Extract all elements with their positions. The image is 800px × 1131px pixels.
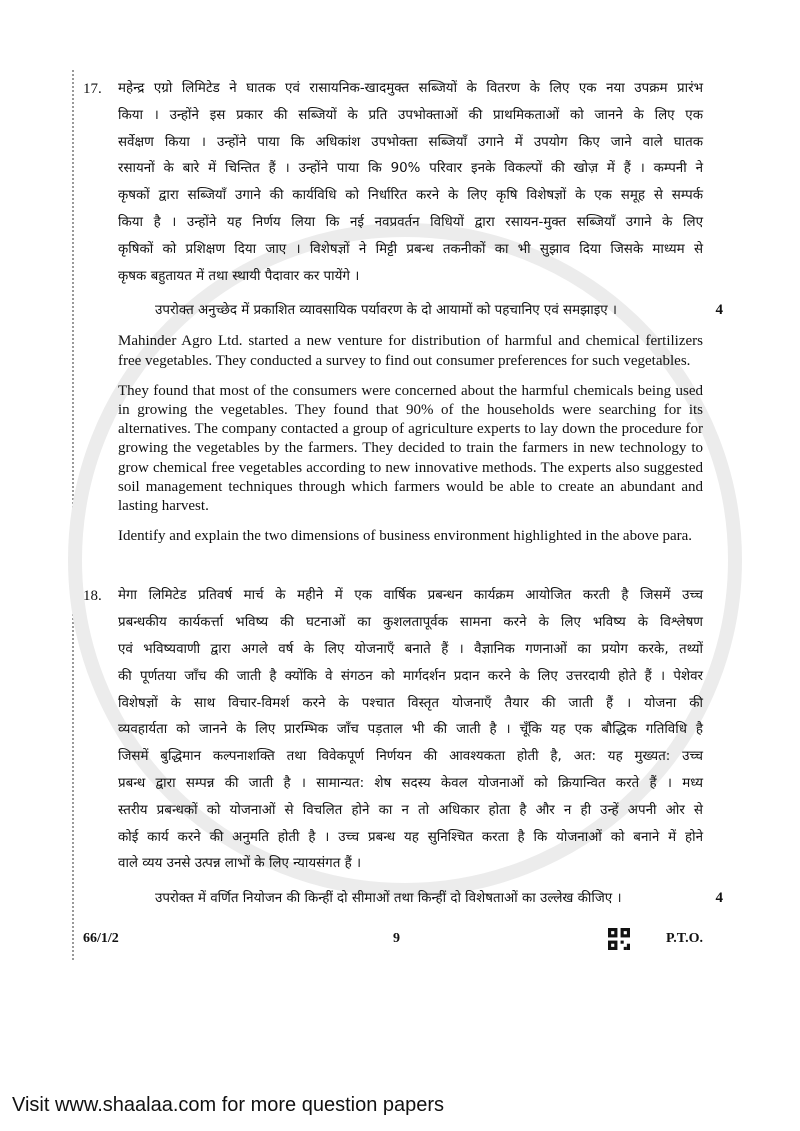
text-line: वाले व्यय उनसे उत्पन्न लाभों के लिए न्यायसंगत हैं ।: [118, 856, 362, 872]
text-line: महेन्द्र एग्रो लिमिटेड ने घातक एवं रासायनिक-खादमुक्त सब्जियों के वितरण के लिए एक नया उपक्रम प्रारंभ: [118, 81, 703, 96]
text-line: सर्वेक्षण किया । उन्होंने पाया कि अधिकांश उपभोक्ता सब्जियाँ उगाने में उपयोग किए जाने वाले घातक: [118, 134, 703, 150]
q17-marks: 4: [715, 302, 723, 319]
paper-code: 66/1/2: [83, 931, 119, 947]
q18-hindi-instruction: उपरोक्त में वर्णित नियोजन की किन्हीं दो सीमाओं तथा किन्हीं दो विशेषताओं का उल्लेख कीजिए ।: [155, 891, 622, 907]
text-line: जिसमें बुद्धिमान कल्पनाशक्ति तथा विवेकपूर्ण निर्णयन की आवश्यकता होती है, अत: यह मुख्यत: उच्च: [118, 749, 703, 765]
question-body: [118, 76, 723, 557]
question-18: [83, 583, 723, 920]
q18-instruction-row: [155, 888, 723, 910]
text-line: विशेषज्ञों के साथ विचार-विमर्श करने के पश्चात विस्तृत योजनाएँ तैयार की जाती हैं । योजना की: [118, 695, 703, 711]
text-line: किया । उन्होंने इस प्रकार की सब्जियों के प्रति उपभोक्ताओं की प्राथमिकताओं को जानने के लिए एक: [118, 107, 703, 123]
question-body: [118, 583, 723, 920]
text-line: कृषक बहुतायत में तथा स्थायी पैदावार कर पायेंगे ।: [118, 268, 360, 284]
text-line: कृषिकों को प्रशिक्षण दिया जाए । विशेषज्ञों ने मिट्टी प्रबन्ध तकनीकों का भी सुझाव दिया जिसके माध्यम से: [118, 241, 703, 257]
page-footer: [83, 928, 703, 950]
text-line: प्रबन्ध द्वारा सम्पन्न की जाती है । सामान्यत: शेष सदस्य केवल योजनाओं को क्रियान्वित करते हैं । मध्य: [118, 775, 703, 791]
q18-hindi-text: [118, 583, 703, 878]
text-line: कोई कार्य करने की अनुमति होती है । उच्च प्रबन्ध यह सुनिश्चित करता है कि योजनाओं को बनाने में होने: [118, 829, 703, 845]
q17-english-text: [118, 332, 703, 546]
text-line: स्तरीय प्रबन्धकों को योजनाओं से विचलित होने का न तो अधिकार होता है और न ही उन्हें अपनी ओर से: [118, 802, 703, 818]
q18-marks: 4: [715, 890, 723, 907]
q17-instruction-row: [155, 300, 723, 322]
paragraph: Mahinder Agro Ltd. started a new venture for distribution of harmful and chemical fertilizers free vegetables. They conducted a survey to find out consumer preferences for such vegetables.: [118, 333, 703, 369]
q17-hindi-instruction: उपरोक्त अनुच्छेद में प्रकाशित व्यावसायिक पर्यावरण के दो आयामों को पहचानिए एवं समझाइए ।: [155, 303, 618, 319]
text-line: किया है । उन्होंने यह निर्णय लिया कि नई नवप्रवर्तन विधियों द्वारा रसायन-मुक्त सब्जियाँ उगाने के लिए: [118, 214, 703, 230]
text-line: मेगा लिमिटेड प्रतिवर्ष मार्च के महीने में एक वार्षिक प्रबन्धन कार्यक्रम आयोजित करती है जिसमें उच्च: [118, 588, 703, 604]
text-line: की पूर्णतया जाँच की जाती है क्योंकि वे संगठन को मार्गदर्शन प्रदान करने के लिए उत्तरदायी होते हैं । पेशेवर: [118, 668, 703, 684]
text-line: प्रबन्धकीय कार्यकर्त्ता भविष्य की घटनाओं का कुशलतापूर्वक सामना करने के लिए भविष्य के विश्लेषण: [118, 615, 703, 631]
qr-code-icon: [608, 928, 630, 950]
text-line: व्यवहार्यता को जानने के लिए प्रारम्भिक जाँच पड़ताल भी की जाती है । चूँकि यह एक बौद्धिक गतिविधि है: [118, 722, 703, 738]
paragraph: Identify and explain the two dimensions of business environment highlighted in the above para.: [118, 528, 693, 545]
question-number: 18.: [83, 588, 102, 605]
paragraph: They found that most of the consumers were concerned about the harmful chemicals being used in growing the vegetables. They found that 90% of the households were searching for its alternatives. The company contacted a group of agriculture experts to lay down the procedure for growing the vegetables by the farmers. They decided to train the farmers in new technology to grow chemical free vegetables according to new innovative methods. The experts also suggested soil management techniques through which farmers would be able to create an abundant and lasting harvest.: [118, 382, 703, 514]
text-line: कृषकों द्वारा सब्जियाँ उगाने की कार्यविधि को निर्धारित करने के लिए कृषि विशेषज्ञों के एक समूह से सम्पर्क: [118, 188, 703, 204]
spacer: [83, 557, 703, 583]
page-number: 9: [393, 931, 400, 947]
text-line: एवं भविष्यवाणी द्वारा अगले वर्ष के लिए योजनाएँ बनाते हैं । वैज्ञानिक गणनाओं का प्रयोग करके, तथ्यों: [118, 642, 703, 657]
question-number: 17.: [83, 81, 102, 97]
visit-banner: Visit www.shaalaa.com for more question papers: [12, 1094, 445, 1116]
text-line: रसायनों के बारे में चिन्तित हैं । उन्होंने पाया कि 90% परिवार इनके विकल्पों की खोज़ में हैं । कम्पनी ने: [118, 161, 703, 177]
q17-hindi-text: [118, 76, 703, 290]
question-17: [83, 76, 723, 557]
please-turn-over: P.T.O.: [666, 931, 703, 947]
